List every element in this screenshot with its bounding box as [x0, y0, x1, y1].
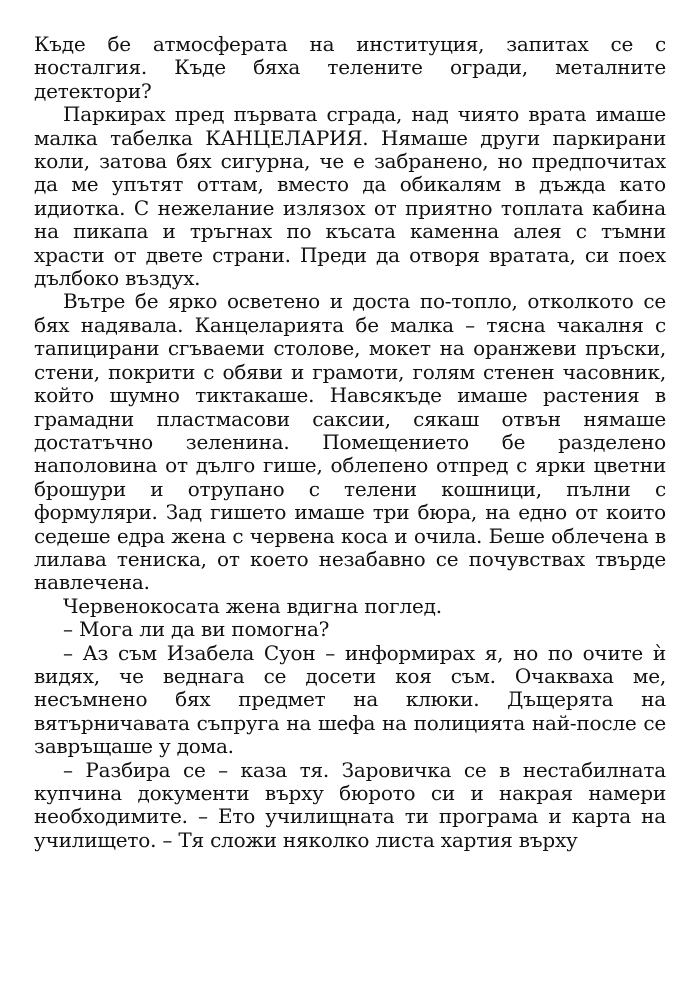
- paragraph-5: – Мога ли да ви помогна?: [63, 617, 330, 642]
- paragraph-4: Червенокосата жена вдигна поглед.: [63, 593, 442, 618]
- document-page: [34, 33, 666, 852]
- paragraph-1: Къде бе атмосферата на институция, запитах се с носталгия. Къде бяха телените огради, металните детектори?: [34, 32, 666, 103]
- paragraph-2: Паркирах пред първата сграда, над чиято врата имаше малка табелка КАНЦЕЛАРИЯ. Нямаше други паркирани коли, затова бях сигурна, че е забранено, но предпочитах да ме упътят оттам, вместо да обикалям в дъжда като идиотка. С нежелание излязох от приятно топлата кабина на пикапа и тръгнах по късата каменна алея с тъмни храсти от двете страни. Преди да отворя вратата, си поех дълбоко въздух.: [34, 102, 666, 291]
- paragraph-6: – Аз съм Изабела Суон – информирах я, но по очите ѝ видях, че веднага се досети коя съм. Очакваха ме, несъмнено бях предмет на клюки. Дъщерята на вятърничавата съпруга на шефа на полицията най-после се завръщаше у дома.: [34, 640, 666, 759]
- paragraph-3: Вътре бе ярко осветено и доста по-топло, отколкото се бях надявала. Канцеларията бе малка – тясна чакалня с тапицирани сгъваеми столове, мокет на оранжеви пръски, стени, покрити с обяви и грамоти, голям стенен часовник, който шумно тиктакаше. Навсякъде имаше растения в грамадни пластмасови саксии, сякаш отвън нямаше достатъчно зеленина. Помещението бе разделено наполовина от дълго гише, облепено отпред с ярки цветни брошури и отрупано с телени кошници, пълни с формуляри. Зад гишето имаше три бюра, на едно от които седеше едра жена с червена коса и очила. Беше облечена в лилава тениска, от което незабавно се почувствах твърде навлечена.: [34, 289, 666, 595]
- paragraph-7: – Разбира се – каза тя. Заровичка се в нестабилната купчина документи върху бюрото си и накрая намери необходимите. – Ето училищната ти програма и карта на училището. – Тя сложи няколко листа хартия върху: [34, 757, 666, 852]
